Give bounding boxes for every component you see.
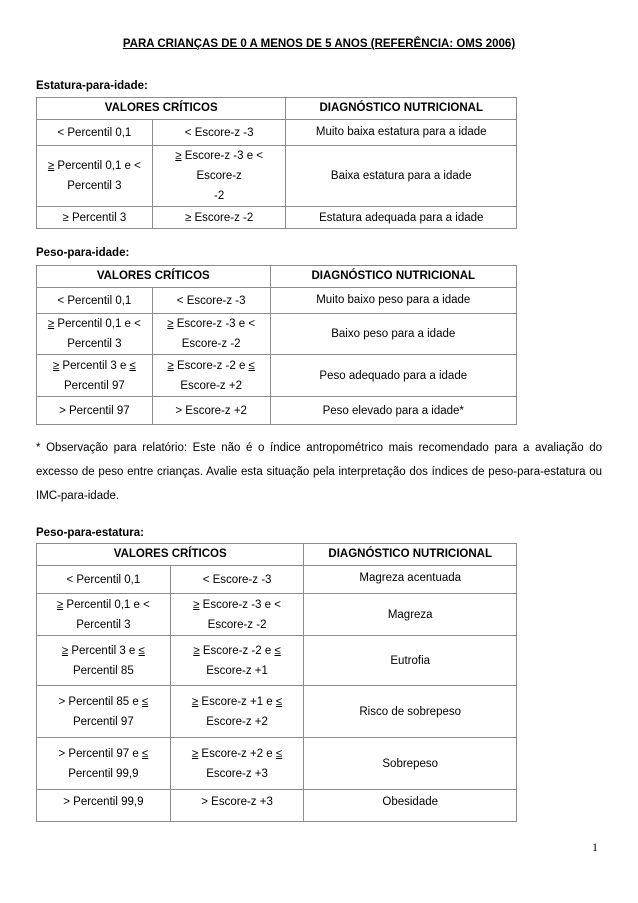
cell-text: > Percentil 97 e	[58, 747, 142, 760]
table-row	[37, 790, 517, 822]
footnote-observacao: * Observação para relatório: Este não é o índice antropométrico mais recomendado para a avaliação do excesso de peso entre crianças. Avalie esta situação pela interpretação dos índices de peso-para-estatura ou IMC-para-idade.	[36, 442, 602, 502]
cell-diagnostico: Estatura adequada para a idade	[286, 207, 517, 229]
section-label-estatura: Estatura-para-idade:	[36, 80, 148, 92]
cell-percentil	[37, 146, 153, 207]
symbol-le: ≤	[129, 359, 136, 372]
cell-text: Escore-z -3 e <	[173, 318, 256, 330]
cell-escore	[170, 594, 304, 636]
symbol-ge: ≥	[61, 644, 69, 657]
section-label-peso-estatura: Peso-para-estatura:	[36, 527, 145, 539]
cell-text: Percentil 3 e	[59, 359, 130, 372]
cell-text: Percentil 3 e	[68, 644, 139, 657]
symbol-le: ≤	[275, 747, 283, 760]
table-peso-para-idade	[36, 265, 517, 425]
table-row	[37, 566, 517, 594]
cell-text: Percentil 85	[72, 664, 134, 677]
table-row	[37, 355, 517, 397]
cell-percentil	[37, 686, 171, 738]
symbol-le: ≤	[274, 644, 281, 657]
cell-text: Percentil 97	[64, 379, 125, 392]
cell-escore	[170, 738, 304, 790]
cell-escore	[152, 355, 270, 397]
cell-escore	[170, 636, 304, 686]
symbol-le: ≤	[141, 747, 149, 760]
cell-text: Percentil 97	[72, 715, 134, 728]
cell-diagnostico: Baixa estatura para a idade	[286, 146, 517, 207]
cell-percentil: > Percentil 97	[37, 397, 153, 425]
symbol-ge: ≥	[191, 747, 199, 760]
cell-text: Escore-z +3	[206, 767, 268, 780]
cell-percentil: > Percentil 99,9	[37, 790, 171, 822]
cell-percentil	[37, 738, 171, 790]
header-valores-criticos: VALORES CRÍTICOS	[37, 544, 304, 566]
cell-text: Escore-z -3 e < Escore-z	[181, 150, 264, 182]
header-diagnostico: DIAGNÓSTICO NUTRICIONAL	[270, 266, 516, 288]
symbol-ge: ≥	[167, 359, 174, 372]
cell-escore: < Escore-z -3	[152, 120, 286, 146]
cell-text: Escore-z -2	[207, 618, 267, 631]
cell-escore: < Escore-z -3	[152, 288, 270, 314]
page-title: PARA CRIANÇAS DE 0 A MENOS DE 5 ANOS (REFERÊNCIA: OMS 2006)	[122, 38, 516, 50]
cell-diagnostico: Sobrepeso	[304, 738, 517, 790]
cell-escore	[170, 686, 304, 738]
symbol-le: ≤	[248, 359, 255, 372]
cell-escore	[152, 146, 286, 207]
cell-text: Percentil 3	[76, 618, 131, 631]
cell-text: > Percentil 85 e	[58, 695, 142, 708]
cell-diagnostico: Risco de sobrepeso	[304, 686, 517, 738]
symbol-ge: ≥	[193, 598, 200, 611]
cell-escore: > Escore-z +2	[152, 397, 270, 425]
cell-text: Escore-z +1 e	[198, 695, 276, 708]
cell-escore: > Escore-z +3	[170, 790, 304, 822]
symbol-le: ≤	[275, 695, 283, 708]
cell-escore	[152, 314, 270, 355]
cell-text: Percentil 0,1 e <	[63, 598, 150, 611]
header-diagnostico: DIAGNÓSTICO NUTRICIONAL	[286, 98, 517, 120]
header-valores-criticos: VALORES CRÍTICOS	[37, 98, 286, 120]
cell-escore: < Escore-z -3	[170, 566, 304, 594]
symbol-le: ≤	[138, 644, 145, 657]
cell-text: Escore-z +2 e	[198, 747, 276, 760]
section-label-peso-idade: Peso-para-idade:	[36, 247, 130, 259]
cell-text: -2	[214, 190, 225, 202]
cell-diagnostico: Baixo peso para a idade	[270, 314, 516, 355]
cell-text: Percentil 0,1 e <	[54, 318, 141, 330]
cell-percentil: < Percentil 0,1	[37, 566, 171, 594]
cell-text: Escore-z -3 e <	[199, 598, 281, 611]
header-valores-criticos: VALORES CRÍTICOS	[37, 266, 271, 288]
symbol-le: ≤	[141, 695, 149, 708]
cell-percentil: ≥ Percentil 3	[37, 207, 153, 229]
symbol-ge: ≥	[52, 359, 60, 372]
table-estatura-para-idade	[36, 97, 517, 229]
cell-text: Escore-z -2 e	[173, 359, 249, 372]
table-row	[37, 120, 517, 146]
cell-diagnostico: Magreza	[304, 594, 517, 636]
cell-text: Percentil 0,1 e <	[54, 160, 141, 172]
cell-escore: ≥ Escore-z -2	[152, 207, 286, 229]
symbol-ge: ≥	[47, 318, 55, 330]
symbol-ge: ≥	[47, 160, 55, 172]
page-number: 1	[592, 840, 598, 854]
header-diagnostico: DIAGNÓSTICO NUTRICIONAL	[304, 544, 517, 566]
cell-diagnostico: Eutrofia	[304, 636, 517, 686]
cell-diagnostico: Muito baixo peso para a idade	[270, 288, 516, 314]
symbol-ge: ≥	[175, 150, 182, 162]
symbol-ge: ≥	[56, 598, 64, 611]
cell-diagnostico: Magreza acentuada	[304, 566, 517, 594]
table-row	[37, 594, 517, 636]
cell-text: Percentil 3	[67, 180, 122, 192]
cell-percentil: < Percentil 0,1	[37, 288, 153, 314]
table-row	[37, 636, 517, 686]
cell-text: Escore-z +1	[206, 664, 268, 677]
cell-percentil	[37, 355, 153, 397]
cell-percentil: < Percentil 0,1	[37, 120, 153, 146]
table-row	[37, 314, 517, 355]
cell-text: Percentil 99,9	[68, 767, 139, 780]
cell-diagnostico: Peso adequado para a idade	[270, 355, 516, 397]
cell-percentil	[37, 314, 153, 355]
cell-text: Escore-z -2 e	[199, 644, 275, 657]
cell-percentil	[37, 594, 171, 636]
table-row	[37, 207, 517, 229]
cell-text: Escore-z -2	[181, 338, 241, 350]
table-peso-para-estatura	[36, 543, 517, 822]
cell-diagnostico: Peso elevado para a idade*	[270, 397, 516, 425]
table-row	[37, 288, 517, 314]
symbol-ge: ≥	[193, 644, 200, 657]
table-row	[37, 686, 517, 738]
cell-text: Escore-z +2	[206, 715, 268, 728]
symbol-ge: ≥	[191, 695, 199, 708]
table-row	[37, 397, 517, 425]
cell-text: Escore-z +2	[180, 379, 242, 392]
cell-diagnostico: Obesidade	[304, 790, 517, 822]
cell-text: Percentil 3	[67, 338, 122, 350]
table-row	[37, 738, 517, 790]
symbol-ge: ≥	[167, 318, 174, 330]
table-row	[37, 146, 517, 207]
cell-percentil	[37, 636, 171, 686]
cell-diagnostico: Muito baixa estatura para a idade	[286, 120, 517, 146]
